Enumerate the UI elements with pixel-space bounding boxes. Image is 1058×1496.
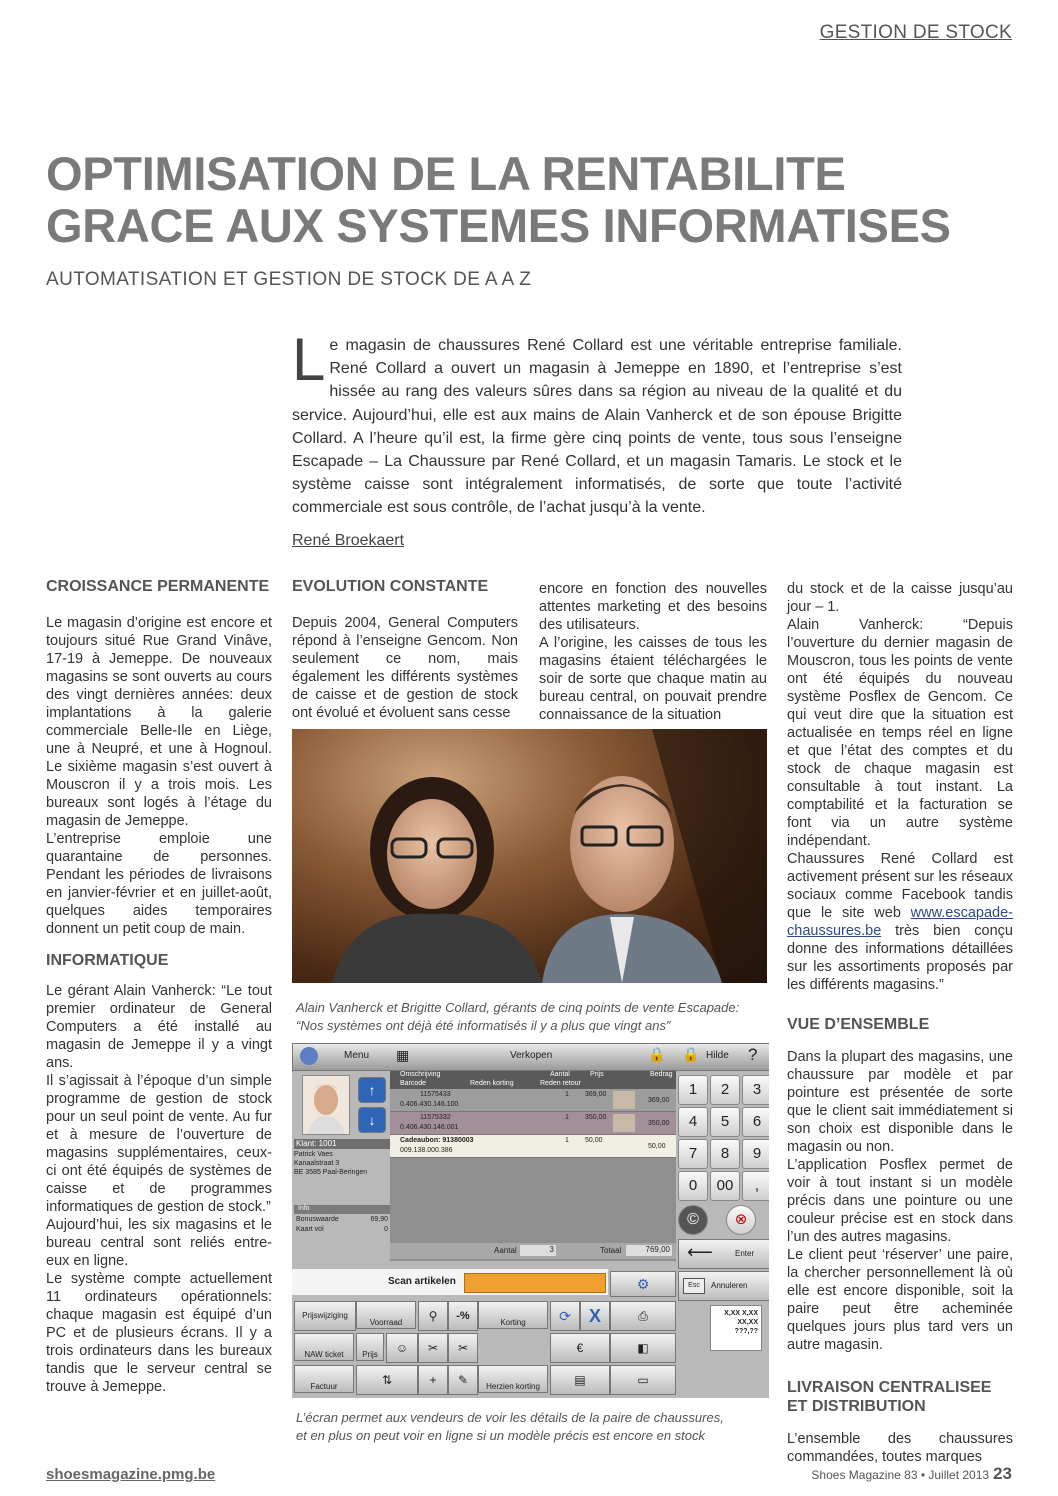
klant-street: Kanaalstraat 3 xyxy=(294,1160,340,1167)
col-reden-retour: Reden retour xyxy=(540,1080,581,1087)
scroll-up-button[interactable]: ↑ xyxy=(358,1077,386,1103)
key-6[interactable]: 6 xyxy=(742,1107,769,1137)
scan-input[interactable] xyxy=(464,1273,606,1293)
naw-ticket-button[interactable]: NAW ticket xyxy=(294,1333,354,1361)
issue-label: Shoes Magazine 83 • Juillet 2013 xyxy=(811,1468,990,1482)
paragraph: Le magasin d’origine est encore et toujours situé Rue Grand Vinâve, 17-19 à Jemeppe. De nouveaux magasins se sont ouverts au cours des vingt dernières années: deux implantations à la galerie commerciale Belle-Ile en Liège, une à Neupré, et une à Hognoul. Le sixième magasin s’est ouvert à Mouscron il y a trois mois. Les bureaux sont logés à l’étage du magasin de Jemeppe. xyxy=(46,615,272,829)
key-9[interactable]: 9 xyxy=(742,1139,769,1169)
key-comma[interactable]: , xyxy=(742,1171,769,1201)
key-0[interactable]: 0 xyxy=(678,1171,708,1201)
percent-button[interactable]: -% xyxy=(448,1301,478,1331)
row-amount: 50,00 xyxy=(648,1143,666,1150)
customer-photo xyxy=(302,1075,350,1135)
table-header-1 xyxy=(390,1071,676,1080)
receipt-icon[interactable]: X,XX X,XX XX,XX ???,?? xyxy=(710,1305,762,1351)
row-barcode: 0.406.430.146.100 xyxy=(400,1101,459,1108)
paragraph: A l’origine, les caisses de tous les magasins étaient téléchargées le soir de sorte que chaque matin au bureau central, on pouvait prendre connaissance de la situation xyxy=(539,635,767,723)
col-reden-korting: Reden korting xyxy=(470,1080,514,1087)
col-aantal: Aantal xyxy=(550,1071,570,1078)
heading-line: ET DISTRIBUTION xyxy=(787,1398,926,1415)
paragraph: Alain Vanherck: “Depuis l’ouverture du dernier magasin de Mouscron, tous les points de vente ont été équipés du nouveau système Posflex de Gencom. Ce qui veut dire que la situation est actualisée en temps réel en ligne et que l’état des comptes et du stock de chaque magasin est consultable à tout instant. La comptabilité et la facturation se font via un autre système indépendant. xyxy=(787,617,1013,849)
key-1[interactable]: 1 xyxy=(678,1075,708,1105)
totaal-value: 769,00 xyxy=(626,1245,672,1256)
register-icon: ▦ xyxy=(396,1047,410,1063)
klant-details xyxy=(294,1150,388,1177)
info-details xyxy=(296,1215,388,1235)
title-line-2: GRACE AUX SYSTEMES INFORMATISES xyxy=(46,199,951,252)
page-number: 23 xyxy=(993,1464,1012,1483)
key-3[interactable]: 3 xyxy=(742,1075,769,1105)
info-header: Info xyxy=(294,1205,392,1214)
column-1 xyxy=(46,578,272,1396)
row-code: Cadeaubon: 91380003 xyxy=(400,1137,474,1144)
article-title xyxy=(46,148,986,252)
key-4[interactable]: 4 xyxy=(678,1107,708,1137)
card-icon[interactable]: ▭ xyxy=(610,1365,676,1395)
footer-website[interactable]: shoesmagazine.pmg.be xyxy=(46,1466,216,1483)
drop-cap: L xyxy=(292,326,326,393)
calculator-icon[interactable]: ▤ xyxy=(550,1365,610,1395)
row-code: 11575332 xyxy=(420,1114,451,1121)
key-00[interactable]: 00 xyxy=(710,1171,740,1201)
factuur-button[interactable]: Factuur xyxy=(294,1365,354,1393)
paragraph xyxy=(787,850,1013,994)
row-code: 11575433 xyxy=(420,1091,451,1098)
menu-button[interactable]: Menu xyxy=(344,1050,370,1061)
row-barcode: 0.406.430.146.001 xyxy=(400,1124,459,1131)
bonus-label: Bonuswaarde xyxy=(296,1216,339,1223)
money-icon[interactable]: € xyxy=(550,1333,610,1363)
klant-name: Patrick Vaes xyxy=(294,1151,333,1158)
heading-croissance: CROISSANCE PERMANENTE xyxy=(46,578,270,595)
scan-row xyxy=(292,1269,608,1295)
bonus-row xyxy=(296,1215,388,1225)
kaart-row xyxy=(296,1225,388,1235)
table-row[interactable] xyxy=(390,1135,676,1158)
tool-icon[interactable]: ⚙ xyxy=(610,1271,676,1297)
row-amount: 369,00 xyxy=(648,1097,670,1104)
col-prijs: Prijs xyxy=(590,1071,604,1078)
transfer-icon[interactable]: ⇅ xyxy=(356,1365,418,1395)
prijs-button[interactable]: Prijs xyxy=(356,1333,384,1361)
heading-evolution: EVOLUTION CONSTANTE xyxy=(292,578,489,595)
column-2 xyxy=(292,578,518,722)
kaart-value: 0 xyxy=(384,1226,388,1233)
column-3 xyxy=(539,580,767,724)
row-qty: 1 xyxy=(565,1114,569,1121)
herzien-korting-button[interactable]: Herzien korting xyxy=(478,1365,548,1393)
photo-illustration xyxy=(292,729,767,983)
prijswijziging-button[interactable]: Prijswijziging xyxy=(294,1301,356,1331)
heading-line: LIVRAISON CENTRALISEE xyxy=(787,1379,992,1396)
print-icon[interactable]: ⎙ xyxy=(610,1301,676,1331)
paragraph: Depuis 2004, General Computers répond à l’enseigne Gencom. Non seulement ce nom, mais également les différents systèmes de caisse et de gestion de stock ont évolué et évoluent sans cesse xyxy=(292,615,518,721)
col-omschrijving: Omschrijving xyxy=(400,1071,441,1078)
footer-issue xyxy=(811,1464,1012,1484)
paragraph: Aujourd’hui, les six magasins et le bureau central sont reliés entre-eux en ligne. xyxy=(46,1217,272,1269)
shoe-thumbnail xyxy=(613,1091,635,1109)
scan-label: Scan artikelen xyxy=(388,1276,456,1287)
totals-bar xyxy=(390,1243,676,1259)
bonus-value: 69,90 xyxy=(370,1216,388,1223)
paragraph: L’application Posflex permet de voir à tout instant si un modèle précis dans une pointure ou une couleur précise est en stock dans l’un des autres magasins. xyxy=(787,1157,1013,1245)
ticket-table xyxy=(390,1071,676,1261)
avatar xyxy=(303,1076,349,1134)
refresh-icon[interactable]: ⟳ xyxy=(550,1301,580,1331)
kaart-label: Kaart vol xyxy=(296,1226,324,1233)
row-barcode: 009.138.000.386 xyxy=(400,1147,453,1154)
help-icon[interactable]: ? xyxy=(748,1045,758,1064)
caption-line: “Nos systèmes ont déjà été informatisés il y a plus que vingt ans” xyxy=(296,1018,671,1033)
paragraph: L’ensemble des chaussures commandées, toutes marques xyxy=(787,1431,1013,1465)
scissors-icon[interactable]: ✂ xyxy=(448,1333,478,1363)
annuleren-button[interactable] xyxy=(678,1271,769,1301)
voorraad-button[interactable]: Voorraad xyxy=(356,1301,416,1329)
row-qty: 1 xyxy=(565,1137,569,1144)
paragraph-text: Chaussures René Collard est activement présent sur les réseaux sociaux comme Facebook tandis que le site web xyxy=(787,851,1013,921)
enter-arrow-icon: ⟵ xyxy=(687,1242,713,1262)
scissors-icon[interactable]: ✂ xyxy=(418,1333,448,1363)
totaal-label: Totaal xyxy=(600,1246,622,1255)
photo-managers xyxy=(292,729,767,983)
row-price: 369,00 xyxy=(585,1091,607,1098)
col-barcode: Barcode xyxy=(400,1080,427,1087)
add-icon[interactable]: + xyxy=(418,1365,448,1395)
lock-icon[interactable]: 🔒 xyxy=(648,1046,666,1062)
row-price: 50,00 xyxy=(585,1137,603,1144)
edit-icon[interactable]: ✎ xyxy=(448,1365,478,1395)
close-icon[interactable]: X xyxy=(580,1301,610,1331)
key-5[interactable]: 5 xyxy=(710,1107,740,1137)
section-rubric: GESTION DE STOCK xyxy=(819,22,1012,43)
paragraph: du stock et de la caisse jusqu’au jour – 1. xyxy=(787,581,1013,615)
caption-line: Alain Vanherck et Brigitte Collard, gérants de cinq points de vente Escapade: xyxy=(296,1000,740,1015)
row-price: 350,00 xyxy=(585,1114,607,1121)
people-icon[interactable]: ☺ xyxy=(386,1333,418,1363)
korting-button[interactable]: Korting xyxy=(478,1301,548,1329)
paragraph: Le client peut ‘réserver’ une paire, la chercher personnellement là où elle est encore disponible, soit la paire peut être acheminée quelques jours plus tard vers un autre magasin. xyxy=(787,1247,1013,1353)
enter-label: Enter xyxy=(735,1249,755,1258)
paragraph-text: très bien conçu donne des informations détaillées sur les assortiments proposés par les différents magasins.” xyxy=(787,923,1013,993)
heading-informatique: INFORMATIQUE xyxy=(46,952,169,969)
paragraph: Dans la plupart des magasins, une chaussure par modèle et par pointure est présentée de sorte que le client sait immédiatement si son choix est disponible dans le magasin ou non. xyxy=(787,1049,1013,1155)
article-subtitle: AUTOMATISATION ET GESTION DE STOCK DE A A Z xyxy=(46,269,532,290)
paragraph: Le gérant Alain Vanherck: “Le tout premier ordinateur de General Computers a été installé au magasin de Jemeppe il y a vingt ans. xyxy=(46,983,272,1071)
screen-caption xyxy=(296,1409,771,1445)
paragraph: Il s’agissait à l’époque d’un simple programme de gestion de stock pour un seul point de vente. Au fur et à mesure de l’ouverture de magasins supplémentaires, ceux-ci ont été équipés de systèmes de caisse et de programmes informatiques de gestion de stock.” xyxy=(46,1073,272,1215)
paragraph: encore en fonction des nouvelles attentes marketing et des besoins des utilisateurs. xyxy=(539,581,767,633)
stroller-icon[interactable]: ⚲ xyxy=(418,1301,448,1331)
scroll-down-button[interactable]: ↓ xyxy=(358,1107,386,1133)
pos-screenshot xyxy=(292,1043,769,1398)
paragraph: Le système compte actuellement 11 ordinateurs opérationnels: chaque magasin est équipé d’un PC et de plusieurs écrans. Il y a trois ordinateurs dans les bureaux tandis que le serveur central se trouve à Jemeppe. xyxy=(46,1271,272,1395)
column-4 xyxy=(787,580,1013,1466)
table-row[interactable] xyxy=(390,1112,676,1135)
article-intro xyxy=(292,326,902,520)
table-row[interactable] xyxy=(390,1089,676,1112)
user-name: Hilde xyxy=(706,1050,729,1061)
table-header-2 xyxy=(390,1080,676,1089)
klant-header: Klant: 1001 xyxy=(294,1139,390,1149)
caption-line: L’écran permet aux vendeurs de voir les détails de la paire de chaussures, xyxy=(296,1410,724,1425)
clear-icon[interactable]: © xyxy=(678,1205,708,1235)
intro-text: e magasin de chaussures René Collard est une véritable entreprise familiale. René Collard a ouvert un magasin à Jemeppe en 1890, et l’entreprise s’est hissée au rang des valeurs sûres dans sa région au niveau de la qualité et du service. Aujourd’hui, elle est aux mains de Alain Vanherck et de son épouse Brigitte Collard. A l’heure qu’il est, la firme gère cinq points de vente, tous sous l’enseigne Escapade – La Chaussure par René Collard, et un magasin Tamaris. Le stock et le système caisse sont intégralement informatisés, de sorte que toute l’activité commerciale est sous contrôle, de l’achat jusqu’à la vente. xyxy=(292,337,902,517)
heading-vue-ensemble: VUE D’ENSEMBLE xyxy=(787,1016,930,1033)
verkopen-title: Verkopen xyxy=(510,1050,553,1061)
user-lock-icon: 🔒 xyxy=(682,1046,700,1062)
aantal-label: Aantal xyxy=(494,1246,517,1255)
enter-button[interactable] xyxy=(678,1239,769,1269)
website-link[interactable]: www.escapade-chaussures.be xyxy=(787,905,1013,939)
aantal-value: 3 xyxy=(520,1245,556,1256)
title-line-1: OPTIMISATION DE LA RENTABILITE xyxy=(46,147,846,200)
col-bedrag: Bedrag xyxy=(650,1071,673,1078)
key-2[interactable]: 2 xyxy=(710,1075,740,1105)
shoe-thumbnail xyxy=(613,1114,635,1132)
klant-city: BE 3585 Paal-Beringen xyxy=(294,1169,368,1176)
key-7[interactable]: 7 xyxy=(678,1139,708,1169)
logo-icon xyxy=(300,1047,318,1065)
key-8[interactable]: 8 xyxy=(710,1139,740,1169)
esc-key: Esc xyxy=(683,1278,705,1294)
row-qty: 1 xyxy=(565,1091,569,1098)
photo-caption xyxy=(296,999,771,1035)
bag-icon[interactable]: ◧ xyxy=(610,1333,676,1363)
caption-line: et en plus on peut voir en ligne si un modèle précis est encore en stock xyxy=(296,1428,706,1443)
row-amount: 350,00 xyxy=(648,1120,670,1127)
paragraph: L’entreprise emploie une quarantaine de personnes. Pendant les périodes de livraisons en janvier-février et en juillet-août, quelques aides temporaires donnent un petit coup de main. xyxy=(46,831,272,937)
heading-livraison xyxy=(787,1378,1013,1416)
article-author: René Broekaert xyxy=(292,532,405,549)
cancel-icon[interactable]: ⊗ xyxy=(726,1205,756,1235)
annuleren-label: Annuleren xyxy=(711,1281,748,1290)
